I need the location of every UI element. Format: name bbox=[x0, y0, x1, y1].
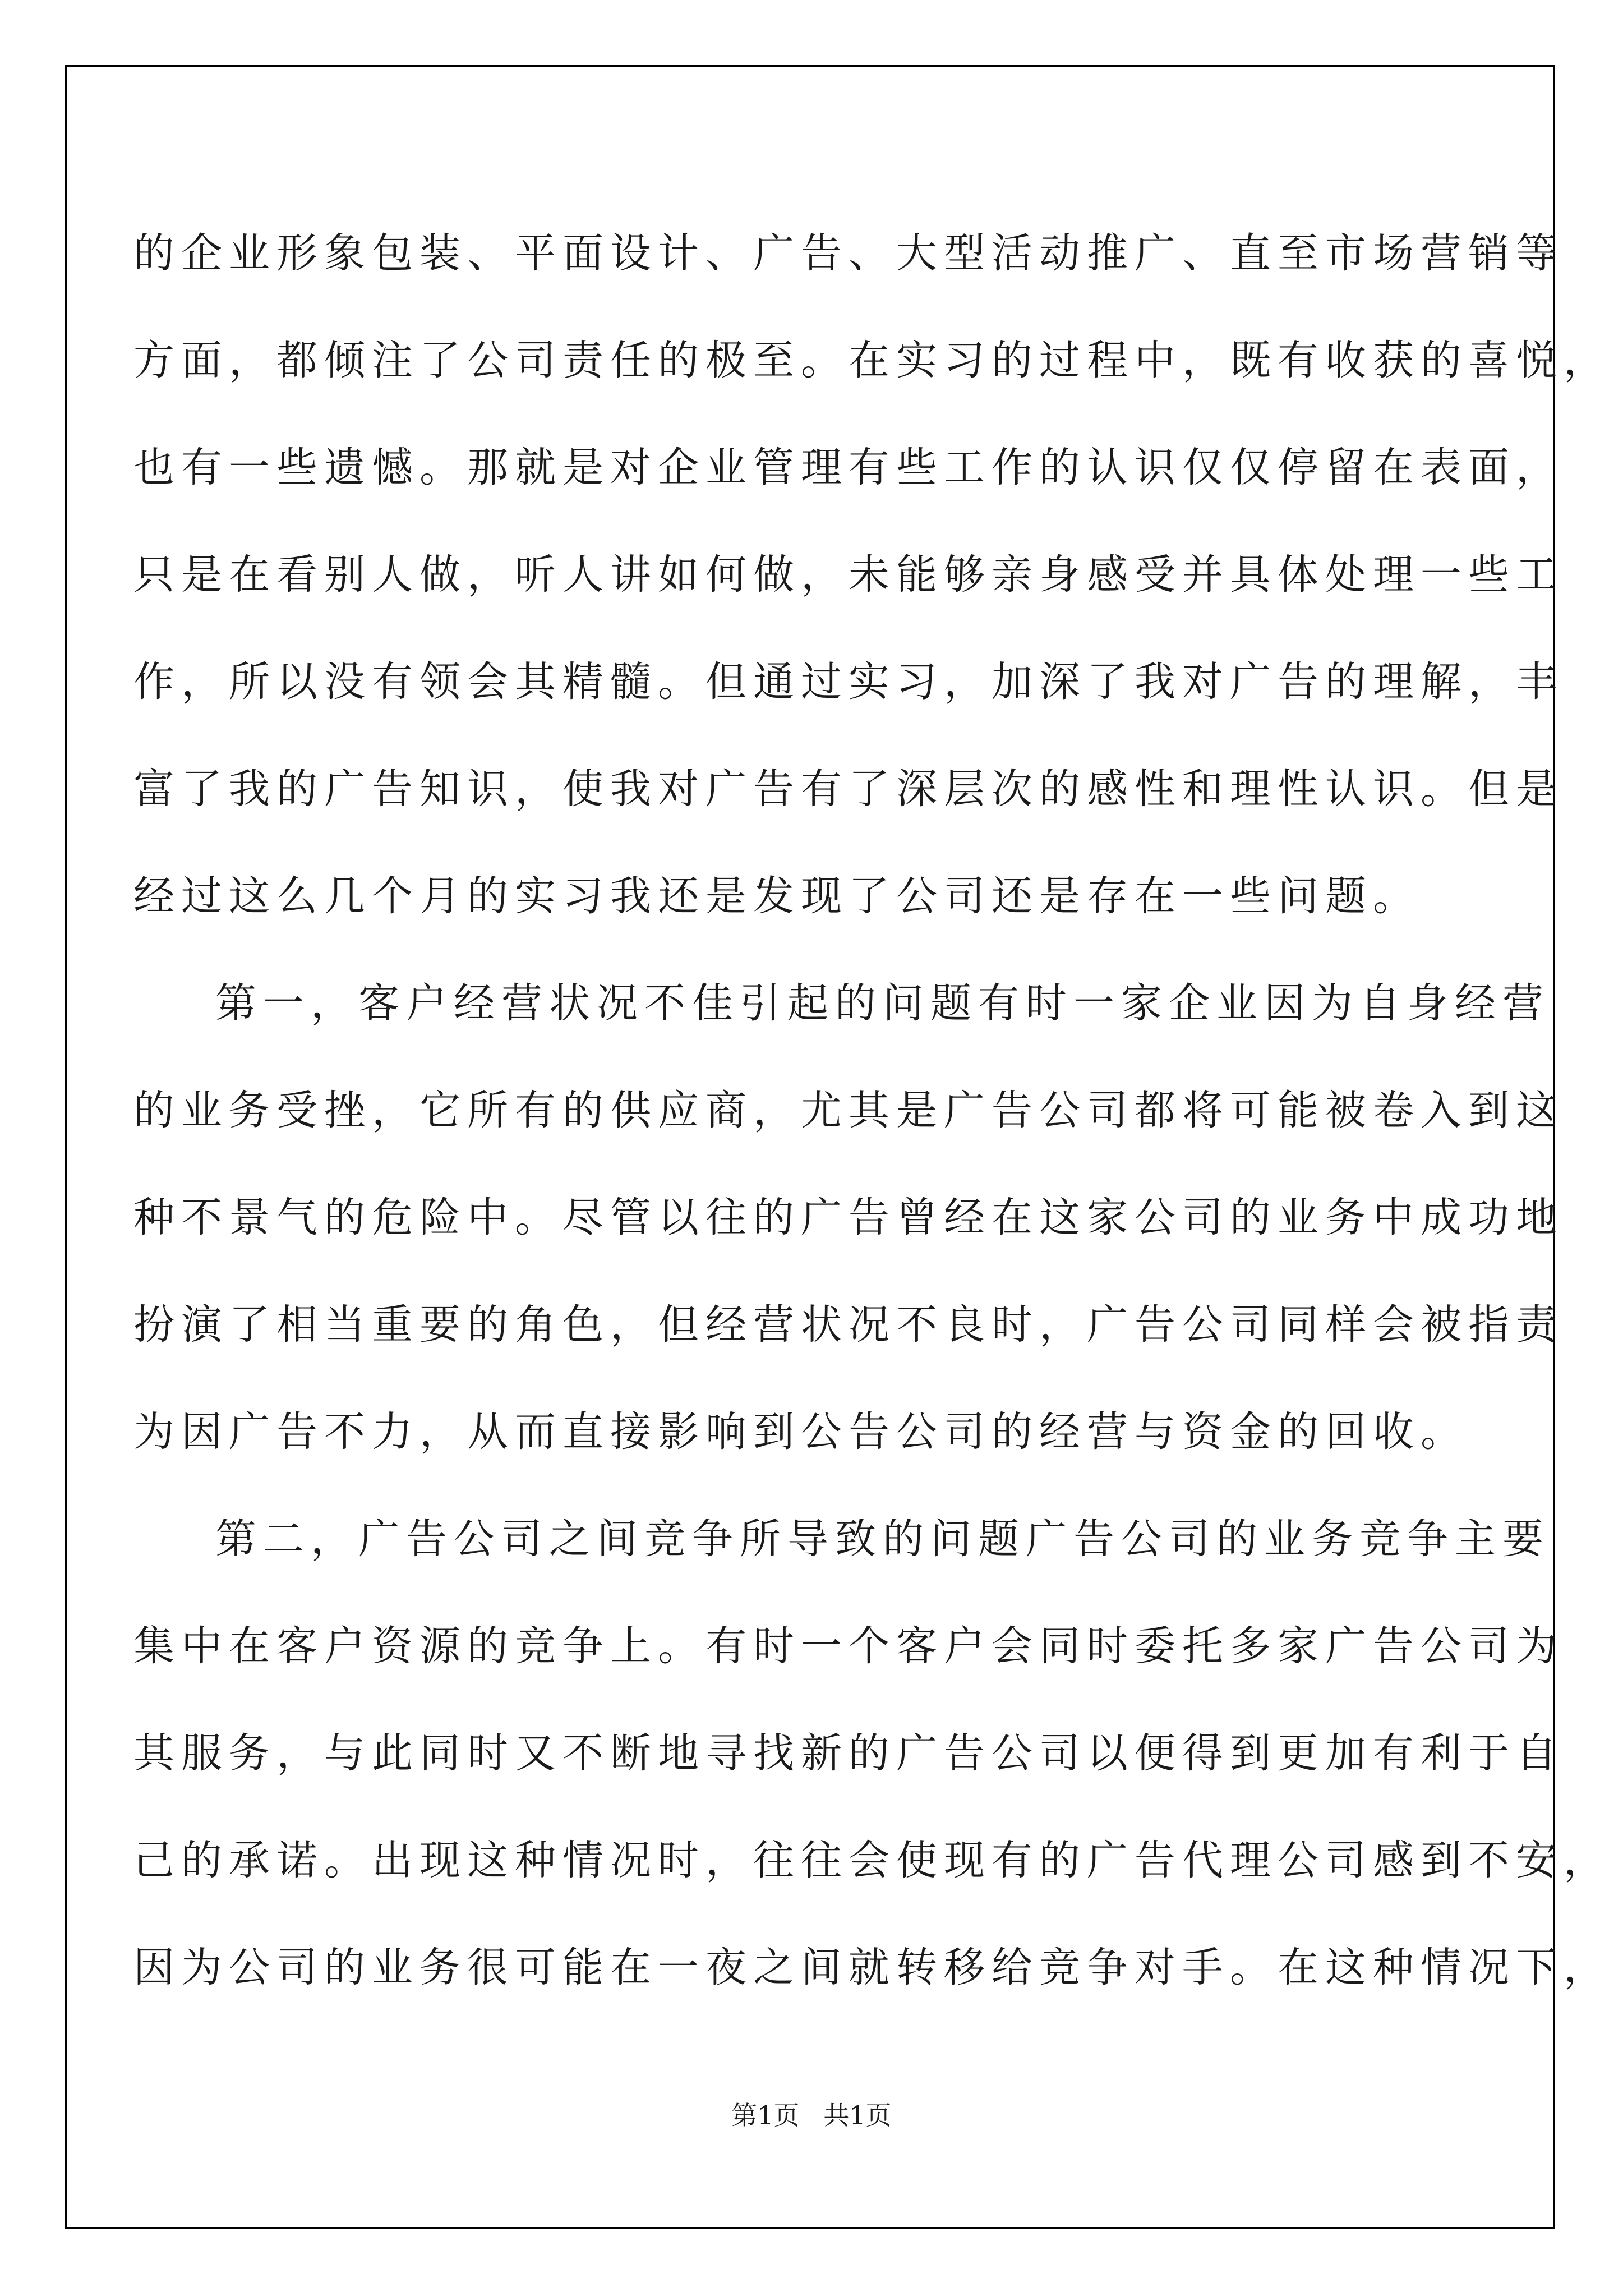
text-line: 富了我的广告知识，使我对广告有了深层次的感性和理性认识。但是 bbox=[133, 765, 1564, 813]
text-line: 第二，广告公司之间竞争所导致的问题广告公司的业务竞争主要 bbox=[215, 1515, 1550, 1563]
text-line: 也有一些遗憾。那就是对企业管理有些工作的认识仅仅停留在表面， bbox=[133, 444, 1564, 491]
paragraph-3 bbox=[133, 1485, 1611, 2021]
text-line: 方面，都倾注了公司责任的极至。在实习的过程中，既有收获的喜悦， bbox=[133, 337, 1611, 384]
text-line: 其服务，与此同时又不断地寻找新的广告公司以便得到更加有利于自 bbox=[133, 1729, 1564, 1777]
text-line: 第一，客户经营状况不佳引起的问题有时一家企业因为自身经营 bbox=[215, 979, 1550, 1027]
text-line: 集中在客户资源的竞争上。有时一个客户会同时委托多家广告公司为 bbox=[133, 1622, 1564, 1670]
text-line: 的业务受挫，它所有的供应商，尤其是广告公司都将可能被卷入到这 bbox=[133, 1087, 1564, 1134]
text-line: 种不景气的危险中。尽管以往的广告曾经在这家公司的业务中成功地 bbox=[133, 1194, 1564, 1241]
document-body bbox=[133, 200, 1611, 2021]
text-line: 因为公司的业务很可能在一夜之间就转移给竞争对手。在这种情况下， bbox=[133, 1944, 1611, 1991]
text-line: 己的承诺。出现这种情况时，往往会使现有的广告代理公司感到不安， bbox=[133, 1837, 1611, 1884]
paragraph-1 bbox=[133, 200, 1611, 950]
text-line: 扮演了相当重要的角色，但经营状况不良时，广告公司同样会被指责 bbox=[133, 1301, 1564, 1349]
text-line: 作，所以没有领会其精髓。但通过实习，加深了我对广告的理解，丰 bbox=[133, 658, 1564, 706]
text-line: 的企业形象包装、平面设计、广告、大型活动推广、直至市场营销等 bbox=[133, 229, 1564, 277]
page-footer bbox=[0, 2095, 1623, 2132]
text-line: 为因广告不力，从而直接影响到公告公司的经营与资金的回收。 bbox=[133, 1408, 1468, 1456]
page-total: 共1页 bbox=[823, 2100, 892, 2131]
text-line: 只是在看别人做，听人讲如何做，未能够亲身感受并具体处理一些工 bbox=[133, 551, 1564, 599]
page-number: 第1页 bbox=[731, 2100, 800, 2131]
text-line: 经过这么几个月的实习我还是发现了公司还是存在一些问题。 bbox=[133, 872, 1421, 920]
paragraph-2 bbox=[133, 950, 1564, 1485]
